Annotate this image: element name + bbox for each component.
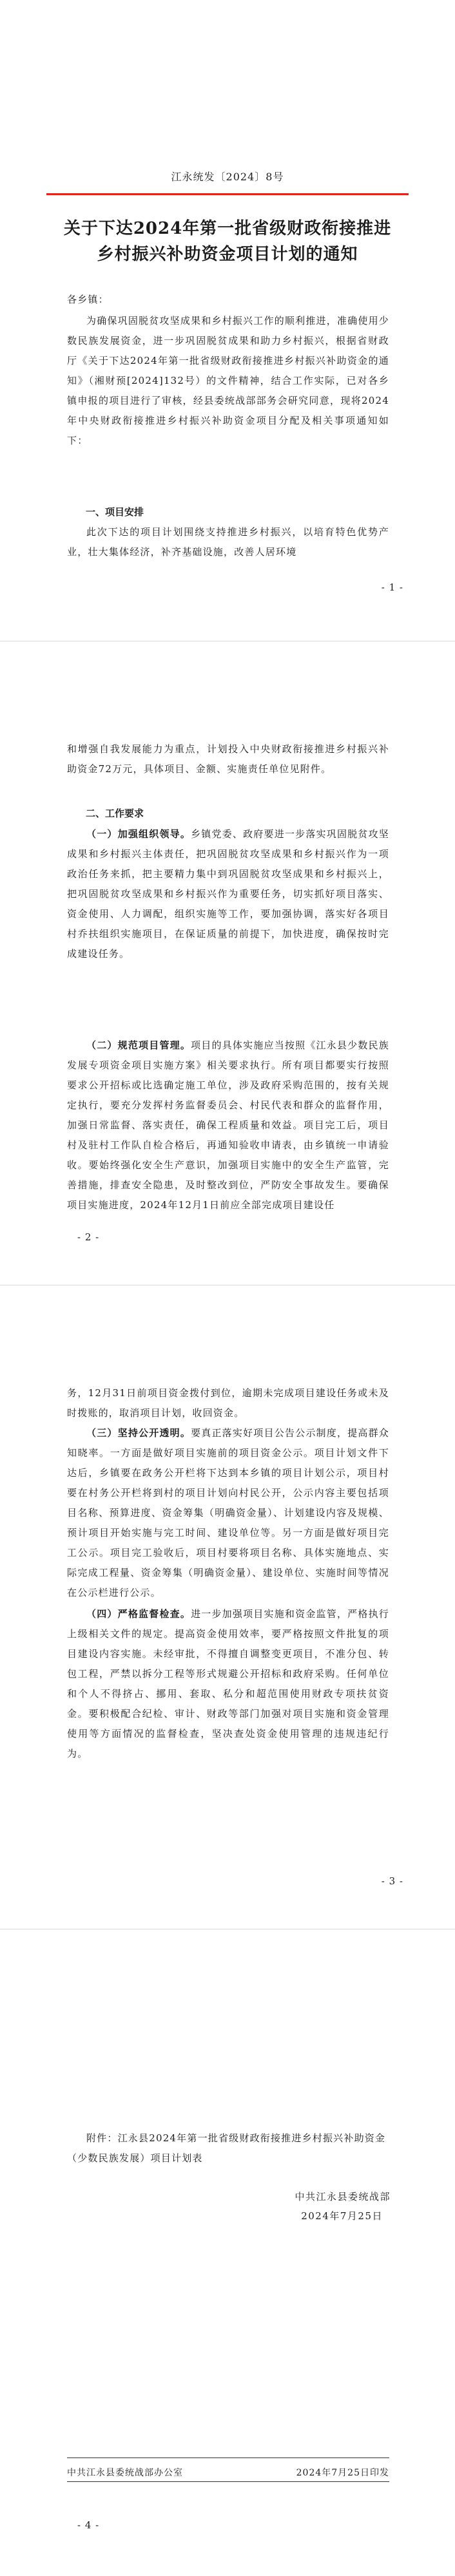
requirement-1 [67, 824, 389, 964]
page-number-4: - 4 - [77, 2519, 100, 2531]
title-line-1: 关于下达2024年第一批省级财政衔接推进 [63, 219, 392, 238]
page-number-3: - 3 - [381, 1875, 403, 1887]
page-2 [0, 644, 455, 1282]
page-number-2: - 2 - [77, 1231, 100, 1243]
footer-office: 中共江永县委统战部办公室 [67, 2468, 183, 2478]
page-number-1: - 1 - [381, 582, 403, 593]
requirement-3-title: （三）坚持公开透明。 [86, 1427, 191, 1439]
page-3 [0, 1288, 455, 1926]
page-1 [0, 0, 455, 638]
page-4 [0, 1932, 455, 2576]
attachment-note: 附件：江永县2024年第一批省级财政衔接推进乡村振兴补助资金（少数民族发展）项目计划表 [67, 2132, 386, 2164]
requirement-3 [67, 1423, 389, 1603]
section-1-paragraph-part2: 和增强自我发展能力为重点，计划投入中央财政衔接推进乡村振兴补助资金72万元，具体项目、金额、实施责任单位见附件。 [67, 743, 389, 775]
requirement-2-part2: 务，12月31日前项目资金拨付到位，逾期未完成项目建设任务或未及时拨账的，取消项目计划，收回资金。 [67, 1387, 389, 1419]
requirement-2-part1 [67, 1036, 389, 1215]
requirement-1-text: 乡镇党委、政府要进一步落实巩固脱贫攻坚成果和乡村振兴主体责任，把巩固脱贫攻坚成果和乡村振兴作为一项政治任务来抓，把主要精力集中到巩固脱贫攻坚成果和乡村振兴上，把巩固脱贫攻坚成果和乡村振兴作为重要任务，切实抓好项目落实、资金使用、人力调配，组织实施等工作，要加强协调，落实好各项目村乔扶组织实施项目，在保证质量的前提下，加快进度，确保按时完成建设任务。 [67, 828, 389, 960]
requirement-2-title: （二）规范项目管理。 [86, 1039, 191, 1051]
requirement-1-title: （一）加强组织领导。 [86, 828, 191, 840]
document-title [58, 216, 397, 267]
requirement-4-text: 进一步加强项目实施和资金监管，严格执行上级相关文件的规定。提高资金使用效率，要严格按照文件批复的项目建设内容实施。未经审批，不得擅自调整变更项目，不准分包、转包工程，严禁以拆分工程等形式规避公开招标和政府采购。任何单位和个人不得挤占、挪用、套取、私分和超范围使用财政专项扶贫资金。要积极配合纪检、审计、财政等部门加强对项目实施和资金管理使用等方面情况的监督检查，坚决查处资金使用管理的违规违纪行为。 [67, 1608, 389, 1759]
red-header-line [46, 193, 409, 195]
section-2-heading: 二、工作要求 [86, 808, 144, 819]
footer-bottom-line [67, 2481, 389, 2482]
title-line-2: 乡村振兴补助资金项目计划的通知 [97, 245, 358, 264]
salutation: 各乡镇： [67, 294, 109, 305]
signature-date: 2024年7月25日 [301, 2210, 383, 2222]
document-number: 江永统发〔2024〕8号 [171, 171, 284, 183]
section-1-heading: 一、项目安排 [86, 506, 144, 518]
requirement-4-title: （四）严格监督检查。 [86, 1608, 191, 1620]
requirement-3-text: 要真正落实好项目公告公示制度，提高群众知晓率。一方面是做好项目实施前的项目资金公示。项目计划文件下达后，乡镇要在政务公开栏将下达到本乡镇的项目计划公示，项目村要在村务公开栏将到村的项目计划向村民公开，公示内容主要包括项目名称、预算进度、资金筹集（明确资金量）、计划建设内容及规模、预计项目开始实施与完工时间、建设单位等。另一方面是做好项目完工公示。项目完工验收后，项目村要将项目名称、具体实施地点、实际完成工程量、资金筹集（明确资金量）、建设单位、实施时间等情况在公示栏进行公示。 [67, 1427, 389, 1598]
section-1-paragraph-part1: 此次下达的项目计划围绕支持推进乡村振兴，以培育特色优势产业，壮大集体经济，补齐基础设施，改善人居环境 [67, 526, 389, 558]
intro-paragraph: 为确保巩固脱贫攻坚成果和乡村振兴工作的顺利推进，准确使用少数民族发展资金，进一步巩固脱贫成果和助力乡村振兴，根据省财政厅《关于下达2024年第一批省级财政衔接推进乡村振兴补助资金的通知》（湘财预[2024]132号）的文件精神，结合工作实际，已对各乡镇申报的项目进行了审核，经县委统战部部务会研究同意，现将2024年中央财政衔接推进乡村振兴补助资金项目分配及相关事项通知如下： [67, 315, 389, 446]
footer-print-date: 2024年7月25日印发 [296, 2468, 389, 2478]
signature-org: 中共江永县委统战部 [295, 2191, 391, 2202]
requirement-4 [67, 1604, 389, 1764]
requirement-2-text-part1: 项目的具体实施应当按照《江永县少数民族发展专项资金项目实施方案》相关要求执行。所有项目都要实行按照要求公开招标或比选确定施工单位，涉及政府采购范围的，按有关规定执行，要充分发挥村务监督委员会、村民代表和群众的监督作用，加强日常监督、落实责任，确保工程质量和效益。项目完工后，项目村及驻村工作队自检合格后，再通知验收申请表，由乡镇统一申请验收。要始终强化安全生产意识，加强项目实施中的安全生产监管，完善措施，排查安全隐患，及时整改到位，严防安全事故发生。要确保项目实施进度，2024年12月1日前应全部完成项目建设任 [67, 1039, 389, 1211]
